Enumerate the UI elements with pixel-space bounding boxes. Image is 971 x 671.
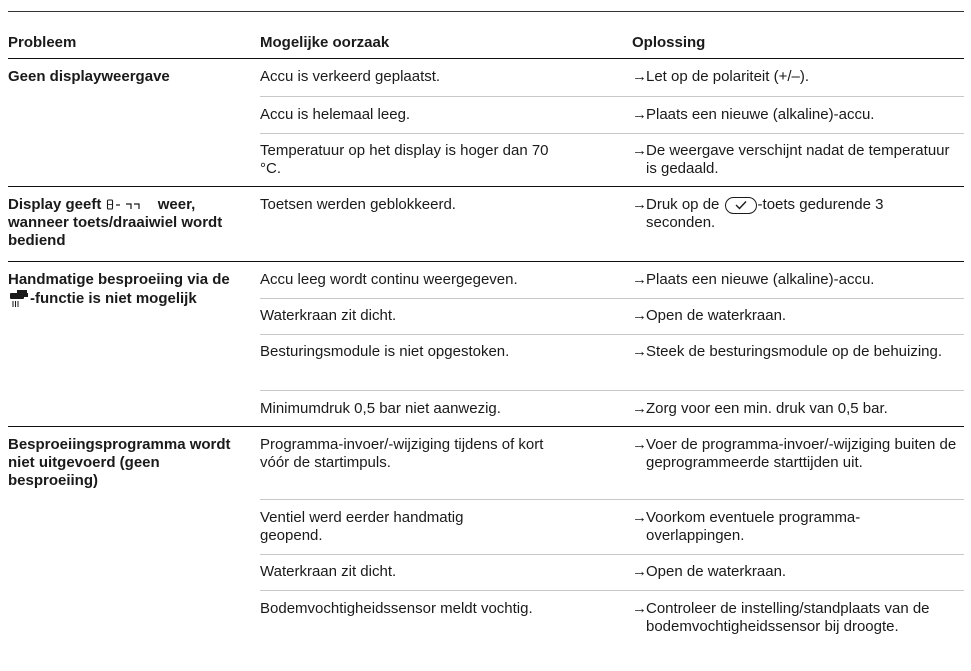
solution-cell: → Zorg voor een min. druk van 0,5 bar. — [632, 400, 888, 417]
arrow-icon: → — [632, 400, 647, 417]
row-rule — [260, 133, 964, 134]
arrow-icon: → — [632, 509, 647, 526]
cause-cell: Ventiel werd eerder handmatig geopend. — [260, 509, 464, 544]
cause-cell: Waterkraan zit dicht. — [260, 307, 397, 324]
arrow-icon: → — [632, 343, 647, 360]
solution-cell: → Plaats een nieuwe (alkaline)-accu. — [632, 106, 875, 123]
cause-cell: Accu is verkeerd geplaatst. — [260, 68, 441, 85]
cause-cell: Waterkraan zit dicht. — [260, 563, 397, 580]
row-rule — [260, 554, 964, 555]
header-solution: Oplossing — [632, 34, 706, 51]
row-rule — [260, 96, 964, 97]
cause-cell: Bodemvochtigheidssensor meldt vochtig. — [260, 600, 533, 617]
problem-manual-watering: Handmatige besproeiing via de -functie is niet mogelijk — [8, 271, 240, 309]
row-rule — [260, 390, 964, 391]
problem-no-display: Geen displayweergave — [8, 68, 170, 85]
cause-cell: Temperatuur op het display is hoger dan 70 °C. — [260, 142, 549, 177]
solution-cell: → Voorkom eventuele programma-overlappingen. — [632, 509, 861, 544]
problem-display-shows: Display geeft weer, wanneer toets/draaiwiel wordt bediend — [8, 196, 223, 249]
cause-cell: Accu is helemaal leeg. — [260, 106, 411, 123]
row-rule — [260, 590, 964, 591]
check-key-icon — [725, 197, 757, 214]
row-rule — [260, 334, 964, 335]
solution-cell: → Druk op de -toets gedurende 3 seconden. — [632, 196, 884, 231]
arrow-icon: → — [632, 196, 647, 213]
solution-cell: → Open de waterkraan. — [632, 307, 787, 324]
arrow-icon: → — [632, 142, 647, 159]
cause-cell: Programma-invoer/-wijziging tijdens of kort vóór de startimpuls. — [260, 436, 544, 471]
header-cause: Mogelijke oorzaak — [260, 34, 390, 51]
arrow-icon: → — [632, 106, 647, 123]
header-rule — [8, 58, 964, 59]
arrow-icon: → — [632, 600, 647, 617]
solution-cell: → Open de waterkraan. — [632, 563, 787, 580]
solution-cell: → Let op de polariteit (+/–). — [632, 68, 810, 85]
group-rule — [8, 186, 964, 187]
cause-cell: Minimumdruk 0,5 bar niet aanwezig. — [260, 400, 501, 417]
group-rule — [8, 426, 964, 427]
arrow-icon: → — [632, 307, 647, 324]
cause-cell: Besturingsmodule is niet opgestoken. — [260, 343, 510, 360]
header-problem: Probleem — [8, 34, 77, 51]
group-rule — [8, 261, 964, 262]
cause-cell: Toetsen werden geblokkeerd. — [260, 196, 456, 213]
arrow-icon: → — [632, 436, 647, 453]
arrow-icon: → — [632, 271, 647, 288]
display-segment-icon — [106, 199, 154, 211]
solution-cell: → Plaats een nieuwe (alkaline)-accu. — [632, 271, 875, 288]
arrow-icon: → — [632, 68, 647, 85]
problem-program-not-run: Besproeiingsprogramma wordt niet uitgevoerd (geen besproeiing) — [8, 436, 231, 489]
arrow-icon: → — [632, 563, 647, 580]
solution-cell: → Voer de programma-invoer/-wijziging buiten de geprogrammeerde starttijden uit. — [632, 436, 957, 471]
solution-cell: → Controleer de instelling/standplaats van de bodemvochtigheidssensor bij droogte. — [632, 600, 930, 635]
row-rule — [260, 298, 964, 299]
solution-cell: → Steek de besturingsmodule op de behuizing. — [632, 343, 943, 360]
tap-icon — [8, 289, 30, 309]
solution-cell: → De weergave verschijnt nadat de temperatuur is gedaald. — [632, 142, 950, 177]
top-rule — [8, 11, 964, 12]
cause-cell: Accu leeg wordt continu weergegeven. — [260, 271, 518, 288]
row-rule — [260, 499, 964, 500]
